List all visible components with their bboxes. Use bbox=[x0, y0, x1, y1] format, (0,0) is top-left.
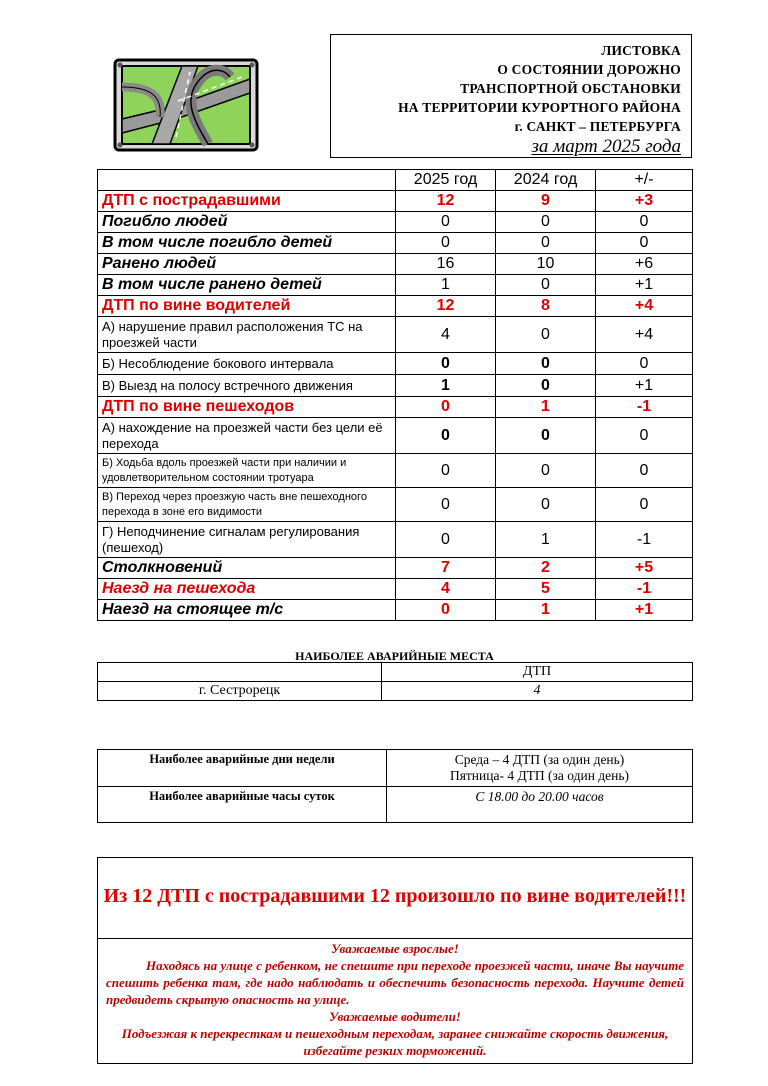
table-row bbox=[98, 454, 693, 488]
value-2024: 10 bbox=[496, 254, 596, 275]
row-label: Ранено людей bbox=[98, 254, 396, 275]
road-interchange-icon bbox=[112, 57, 260, 153]
value-diff: -1 bbox=[596, 522, 693, 558]
table-row bbox=[98, 787, 693, 823]
header-cell-empty bbox=[98, 663, 382, 682]
places-title: НАИБОЛЕЕ АВАРИЙНЫЕ МЕСТА bbox=[295, 649, 494, 663]
days-value bbox=[387, 750, 693, 787]
accident-stats-table bbox=[97, 169, 693, 621]
row-label: В) Переход через проезжую часть вне пешеходного перехода в зоне его видимости bbox=[98, 488, 396, 522]
header-cell-empty bbox=[98, 170, 396, 191]
value-diff: +1 bbox=[596, 375, 693, 397]
row-label: Погибло людей bbox=[98, 212, 396, 233]
hours-value: С 18.00 до 20.00 часов bbox=[387, 787, 693, 823]
table-row bbox=[98, 233, 693, 254]
value-2025: 0 bbox=[396, 397, 496, 418]
row-label: ДТП по вине пешеходов bbox=[98, 397, 396, 418]
row-label: А) нарушение правил расположения ТС на проезжей части bbox=[98, 317, 396, 353]
hours-label: Наиболее аварийные часы суток bbox=[98, 787, 387, 823]
value-2025: 16 bbox=[396, 254, 496, 275]
value-2025: 0 bbox=[396, 233, 496, 254]
value-2024: 1 bbox=[496, 522, 596, 558]
value-2025: 12 bbox=[396, 191, 496, 212]
value-diff: +4 bbox=[596, 296, 693, 317]
drivers-text: Подъезжая к перекресткам и пешеходным переходам, заранее снижайте скорость движения, избегайте резких торможений. bbox=[121, 1026, 669, 1058]
header-line: ТРАНСПОРТНОЙ ОБСТАНОВКИ bbox=[460, 81, 681, 96]
row-label: А) нахождение на проезжей части без цели её перехода bbox=[98, 418, 396, 454]
value-2025: 12 bbox=[396, 296, 496, 317]
value-2024: 1 bbox=[496, 397, 596, 418]
value-2024: 0 bbox=[496, 353, 596, 375]
header-line: г. САНКТ – ПЕТЕРБУРГА bbox=[514, 119, 681, 134]
header-line: О СОСТОЯНИИ ДОРОЖНО bbox=[497, 62, 681, 77]
table-row bbox=[98, 397, 693, 418]
leaflet-header bbox=[330, 34, 692, 158]
value-diff: 0 bbox=[596, 488, 693, 522]
value-2024: 0 bbox=[496, 454, 596, 488]
divider bbox=[98, 938, 692, 939]
value-2025: 4 bbox=[396, 317, 496, 353]
value-2025: 0 bbox=[396, 600, 496, 621]
row-label: В) Выезд на полосу встречного движения bbox=[98, 375, 396, 397]
table-row bbox=[98, 212, 693, 233]
row-label: Наезд на пешехода bbox=[98, 579, 396, 600]
value-2024: 2 bbox=[496, 558, 596, 579]
header-line: НА ТЕРРИТОРИИ КУРОРТНОГО РАЙОНА bbox=[398, 100, 681, 115]
value-diff: +3 bbox=[596, 191, 693, 212]
value-2024: 0 bbox=[496, 418, 596, 454]
value-2024: 0 bbox=[496, 233, 596, 254]
value-diff: +1 bbox=[596, 275, 693, 296]
table-row bbox=[98, 375, 693, 397]
row-label: В том числе ранено детей bbox=[98, 275, 396, 296]
safety-notice bbox=[97, 857, 693, 1064]
value-diff: +1 bbox=[596, 600, 693, 621]
value-2024: 0 bbox=[496, 375, 596, 397]
row-label: Б) Ходьба вдоль проезжей части при наличии и удовлетворительном состоянии тротуара bbox=[98, 454, 396, 488]
dangerous-places-table bbox=[97, 662, 693, 701]
header-cell: 2025 год bbox=[396, 170, 496, 191]
value-2025: 0 bbox=[396, 454, 496, 488]
value-diff: +6 bbox=[596, 254, 693, 275]
row-label: Наезд на стоящее т/с bbox=[98, 600, 396, 621]
notice-headline: Из 12 ДТП с пострадавшими 12 произошло по вине водителей!!! bbox=[103, 885, 687, 907]
row-label: Г) Неподчинение сигналам регулирования (пешеход) bbox=[98, 522, 396, 558]
table-row bbox=[98, 579, 693, 600]
header-cell: +/- bbox=[596, 170, 693, 191]
table-row bbox=[98, 750, 693, 787]
table-row bbox=[98, 296, 693, 317]
value-diff: 0 bbox=[596, 418, 693, 454]
table-row bbox=[98, 488, 693, 522]
row-label: ДТП с пострадавшими bbox=[98, 191, 396, 212]
dangerous-time-table bbox=[97, 749, 693, 823]
value-diff: -1 bbox=[596, 397, 693, 418]
value-diff: 0 bbox=[596, 233, 693, 254]
value-2025: 0 bbox=[396, 488, 496, 522]
adults-text: Находясь на улице с ребенком, не спешите при переходе проезжей части, иначе Вы научите спешить ребенка там, где надо наблюдать и обеспечить безопасность перехода. Научите детей предвидеть скрытую опасность на улице. bbox=[106, 958, 684, 1007]
place-name: г. Сестрорецк bbox=[98, 682, 382, 701]
drivers-title: Уважаемые водители! bbox=[329, 1009, 461, 1024]
value-2025: 0 bbox=[396, 353, 496, 375]
value-2025: 4 bbox=[396, 579, 496, 600]
header-line: ЛИСТОВКА bbox=[601, 43, 681, 58]
value-2025: 1 bbox=[396, 375, 496, 397]
header-cell: ДТП bbox=[382, 663, 693, 682]
value-diff: 0 bbox=[596, 353, 693, 375]
value-2024: 5 bbox=[496, 579, 596, 600]
table-row bbox=[98, 317, 693, 353]
row-label: В том числе погибло детей bbox=[98, 233, 396, 254]
header-cell: 2024 год bbox=[496, 170, 596, 191]
table-row bbox=[98, 191, 693, 212]
value-2024: 0 bbox=[496, 275, 596, 296]
table-row bbox=[98, 353, 693, 375]
days-value-line: Среда – 4 ДТП (за один день) bbox=[454, 752, 625, 767]
value-2025: 0 bbox=[396, 418, 496, 454]
table-row bbox=[98, 275, 693, 296]
table-row bbox=[98, 522, 693, 558]
days-label: Наиболее аварийные дни недели bbox=[98, 750, 387, 787]
value-diff: +4 bbox=[596, 317, 693, 353]
table-row bbox=[98, 418, 693, 454]
value-diff: +5 bbox=[596, 558, 693, 579]
value-2024: 0 bbox=[496, 212, 596, 233]
value-diff: -1 bbox=[596, 579, 693, 600]
value-2024: 0 bbox=[496, 488, 596, 522]
adults-title: Уважаемые взрослые! bbox=[331, 941, 459, 956]
table-row bbox=[98, 600, 693, 621]
value-2024: 9 bbox=[496, 191, 596, 212]
notice-text bbox=[106, 940, 684, 1059]
row-label: ДТП по вине водителей bbox=[98, 296, 396, 317]
value-2025: 7 bbox=[396, 558, 496, 579]
value-2025: 0 bbox=[396, 522, 496, 558]
row-label: Б) Несоблюдение бокового интервала bbox=[98, 353, 396, 375]
place-count: 4 bbox=[382, 682, 693, 701]
table-row bbox=[98, 558, 693, 579]
value-2024: 1 bbox=[496, 600, 596, 621]
table-row bbox=[98, 682, 693, 701]
value-diff: 0 bbox=[596, 212, 693, 233]
days-value-line: Пятница- 4 ДТП (за один день) bbox=[449, 768, 630, 783]
value-2025: 1 bbox=[396, 275, 496, 296]
value-2025: 0 bbox=[396, 212, 496, 233]
value-2024: 8 bbox=[496, 296, 596, 317]
value-2024: 0 bbox=[496, 317, 596, 353]
report-period: за март 2025 года bbox=[531, 136, 681, 157]
table-row bbox=[98, 254, 693, 275]
value-diff: 0 bbox=[596, 454, 693, 488]
table-header-row bbox=[98, 663, 693, 682]
table-header-row bbox=[98, 170, 693, 191]
row-label: Столкновений bbox=[98, 558, 396, 579]
